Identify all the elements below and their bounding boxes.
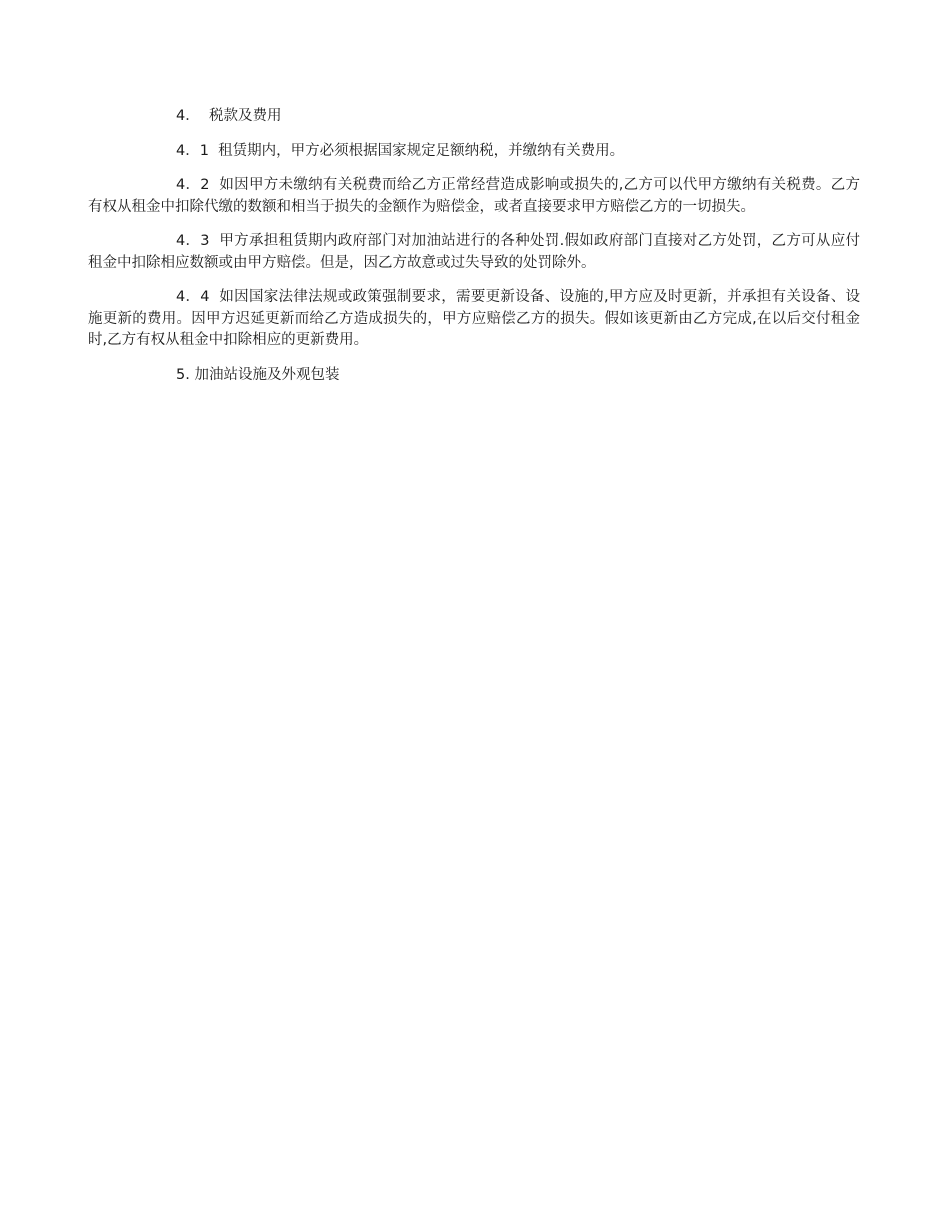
section-4-heading xyxy=(88,106,860,128)
clause-4-2 xyxy=(88,175,860,218)
section-4-number: 4． xyxy=(176,108,200,124)
section-5-number: 5. xyxy=(176,366,190,383)
clause-4-4 xyxy=(88,287,860,352)
clause-4-2-number: 4．2 xyxy=(176,177,210,193)
clause-4-3 xyxy=(88,231,860,274)
clause-4-1 xyxy=(88,141,860,163)
clause-4-1-text: 租赁期内，甲方必须根据国家规定足额纳税，并缴纳有关费用。 xyxy=(218,142,625,159)
section-5-title: 加油站设施及外观包装 xyxy=(194,366,340,383)
clause-4-2-text: 如因甲方未缴纳有关税费而给乙方正常经营造成影响或损失的,乙方可以代甲方缴纳有关税费。乙方有权从租金中扣除代缴的数额和相当于损失的金额作为赔偿金，或者直接要求甲方赔偿乙方的一切损失。 xyxy=(88,177,861,215)
clause-4-3-number: 4．3 xyxy=(176,233,210,249)
clause-4-4-number: 4．4 xyxy=(176,289,210,305)
clause-4-1-number: 4．1 xyxy=(176,142,209,159)
clause-4-3-text: 甲方承担租赁期内政府部门对加油站进行的各种处罚.假如政府部门直接对乙方处罚，乙方可从应付租金中扣除相应数额或由甲方赔偿。但是，因乙方故意或过失导致的处罚除外。 xyxy=(88,233,861,271)
section-5-heading xyxy=(88,365,860,387)
section-4-title: 税款及费用 xyxy=(208,108,282,124)
clause-4-4-text: 如因国家法律法规或政策强制要求，需要更新设备、设施的,甲方应及时更新，并承担有关设备、设施更新的费用。因甲方迟延更新而给乙方造成损失的，甲方应赔偿乙方的损失。假如该更新由乙方完成,在以后交付租金时,乙方有权从租金中扣除相应的更新费用。 xyxy=(88,289,861,348)
document-page xyxy=(88,106,860,399)
